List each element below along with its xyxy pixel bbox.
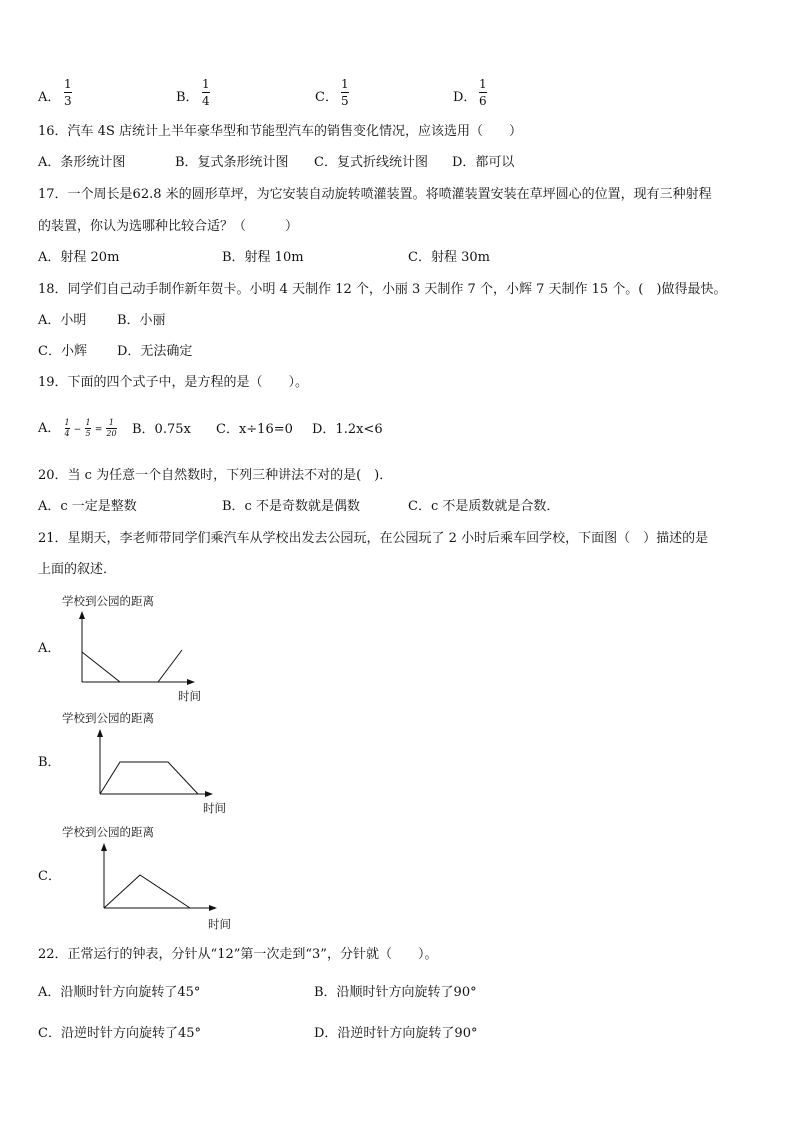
q17-stem-line2: 的装置，你认为选哪种比较合适？（ ） [38, 219, 299, 234]
q22-option-b: B．沿顺时针方向旋转了90° [314, 985, 477, 1000]
q21-graph-b-y-arrow [97, 729, 103, 737]
q22-option-d: D．沿逆时针方向旋转了90° [314, 1026, 478, 1041]
q19-option-d: D．1.2x<6 [312, 422, 383, 437]
q21-graph-c-x-arrow [209, 905, 217, 911]
q21-graph-c-curve [104, 875, 190, 908]
q15-option-b-letter: B． [176, 90, 199, 105]
q21-graph-a-xlabel: 时间 [178, 689, 201, 703]
q19-op-equals: = [94, 425, 103, 435]
q18-option-d: D．无法确定 [117, 344, 193, 359]
q19-option-c: C．x÷16=0 [216, 422, 293, 437]
q20-option-c: C．c 不是质数就是合数． [408, 499, 560, 514]
q19-op-minus: − [73, 425, 82, 435]
q18-stem: 18．同学们自己动手制作新年贺卡。小明 4 天制作 12 个，小丽 3 天制作 7 个，小辉 7 天制作 15 个。( )做得最快。 [38, 282, 727, 297]
q21-graph-b-x-arrow [205, 791, 213, 797]
q15-option-a-fraction: 1 3 [64, 77, 72, 108]
q19-fraction-2: $\frac{1}{5}$ [85, 418, 91, 438]
q17-option-c: C．射程 30m [408, 250, 490, 265]
q16-stem: 16．汽车 4S 店统计上半年豪华型和节能型汽车的销售变化情况，应该选用（ ） [38, 124, 522, 139]
q18-option-b: B．小丽 [117, 313, 166, 328]
q22-option-c: C．沿逆时针方向旋转了45° [38, 1026, 201, 1041]
q21-graph-a-letter: A． [38, 641, 61, 656]
q19-stem: 19．下面的四个式子中，是方程的是（ ）。 [38, 375, 309, 390]
q21-graph-c [58, 822, 243, 934]
q16-option-b: B．复式条形统计图 [175, 155, 289, 170]
q21-stem-line2: 上面的叙述． [38, 562, 117, 577]
q22-option-a: A．沿顺时针方向旋转了45° [38, 985, 201, 1000]
q15-option-b-fraction: 1 4 [202, 77, 210, 108]
q18-option-c: C．小辉 [38, 344, 87, 359]
q15-option-d-fraction: 1 6 [479, 77, 487, 108]
q21-graph-b-letter: B． [38, 755, 61, 770]
q17-stem-line1: 17．一个周长是62.8 米的圆形草坪，为它安装自动旋转喷灌装置。将喷灌装置安装在草坪圆心的位置，现有三种射程 [38, 187, 712, 202]
q15-option-c-fraction: 1 5 [341, 77, 349, 108]
q21-graph-b [58, 708, 238, 818]
q21-graph-c-ylabel: 学校到公园的距离 [62, 825, 154, 839]
q19-option-a-letter: A． [38, 421, 61, 436]
q17-option-b: B．射程 10m [222, 250, 304, 265]
q22-stem: 22．正常运行的钟表，分针从“12”第一次走到“3”，分针就（ ）。 [38, 947, 438, 962]
q21-graph-a [58, 592, 218, 704]
q19-fraction-1: $\frac{1}{4}$ [64, 418, 70, 438]
q16-option-c: C．复式折线统计图 [314, 155, 428, 170]
q18-option-a: A．小明 [38, 313, 87, 328]
q21-graph-b-ylabel: 学校到公园的距离 [62, 711, 154, 725]
q19-option-a [38, 416, 117, 443]
q21-graph-b-xlabel: 时间 [203, 801, 226, 815]
q21-graph-b-curve [100, 762, 198, 794]
q17-option-a: A．射程 20m [38, 250, 120, 265]
q16-option-a: A．条形统计图 [38, 155, 126, 170]
q19-option-b: B．0.75x [132, 422, 191, 437]
q20-option-b: B．c 不是奇数就是偶数 [222, 499, 360, 514]
q20-option-a: A．c 一定是整数 [38, 499, 137, 514]
q21-graph-a-ylabel: 学校到公园的距离 [62, 594, 154, 608]
q16-option-d: D．都可以 [452, 155, 515, 170]
q21-graph-a-y-arrow [79, 611, 85, 619]
q21-graph-c-letter: C． [38, 869, 61, 884]
q21-graph-c-y-arrow [101, 843, 107, 851]
q21-graph-a-curve [82, 650, 182, 682]
q15-option-a-letter: A． [38, 90, 61, 105]
q20-stem: 20．当 c 为任意一个自然数时，下列三种讲法不对的是( )． [38, 468, 393, 483]
q15-option-d-letter: D． [453, 90, 477, 105]
q19-fraction-3: $\frac{1}{20}$ [106, 418, 117, 438]
q21-graph-c-xlabel: 时间 [208, 917, 231, 931]
q15-option-c-letter: C． [315, 90, 338, 105]
q21-graph-a-x-arrow [187, 679, 195, 685]
q21-stem-line1: 21．星期天，李老师带同学们乘汽车从学校出发去公园玩，在公园玩了 2 小时后乘车回学校，下面图（ ）描述的是 [38, 531, 709, 546]
